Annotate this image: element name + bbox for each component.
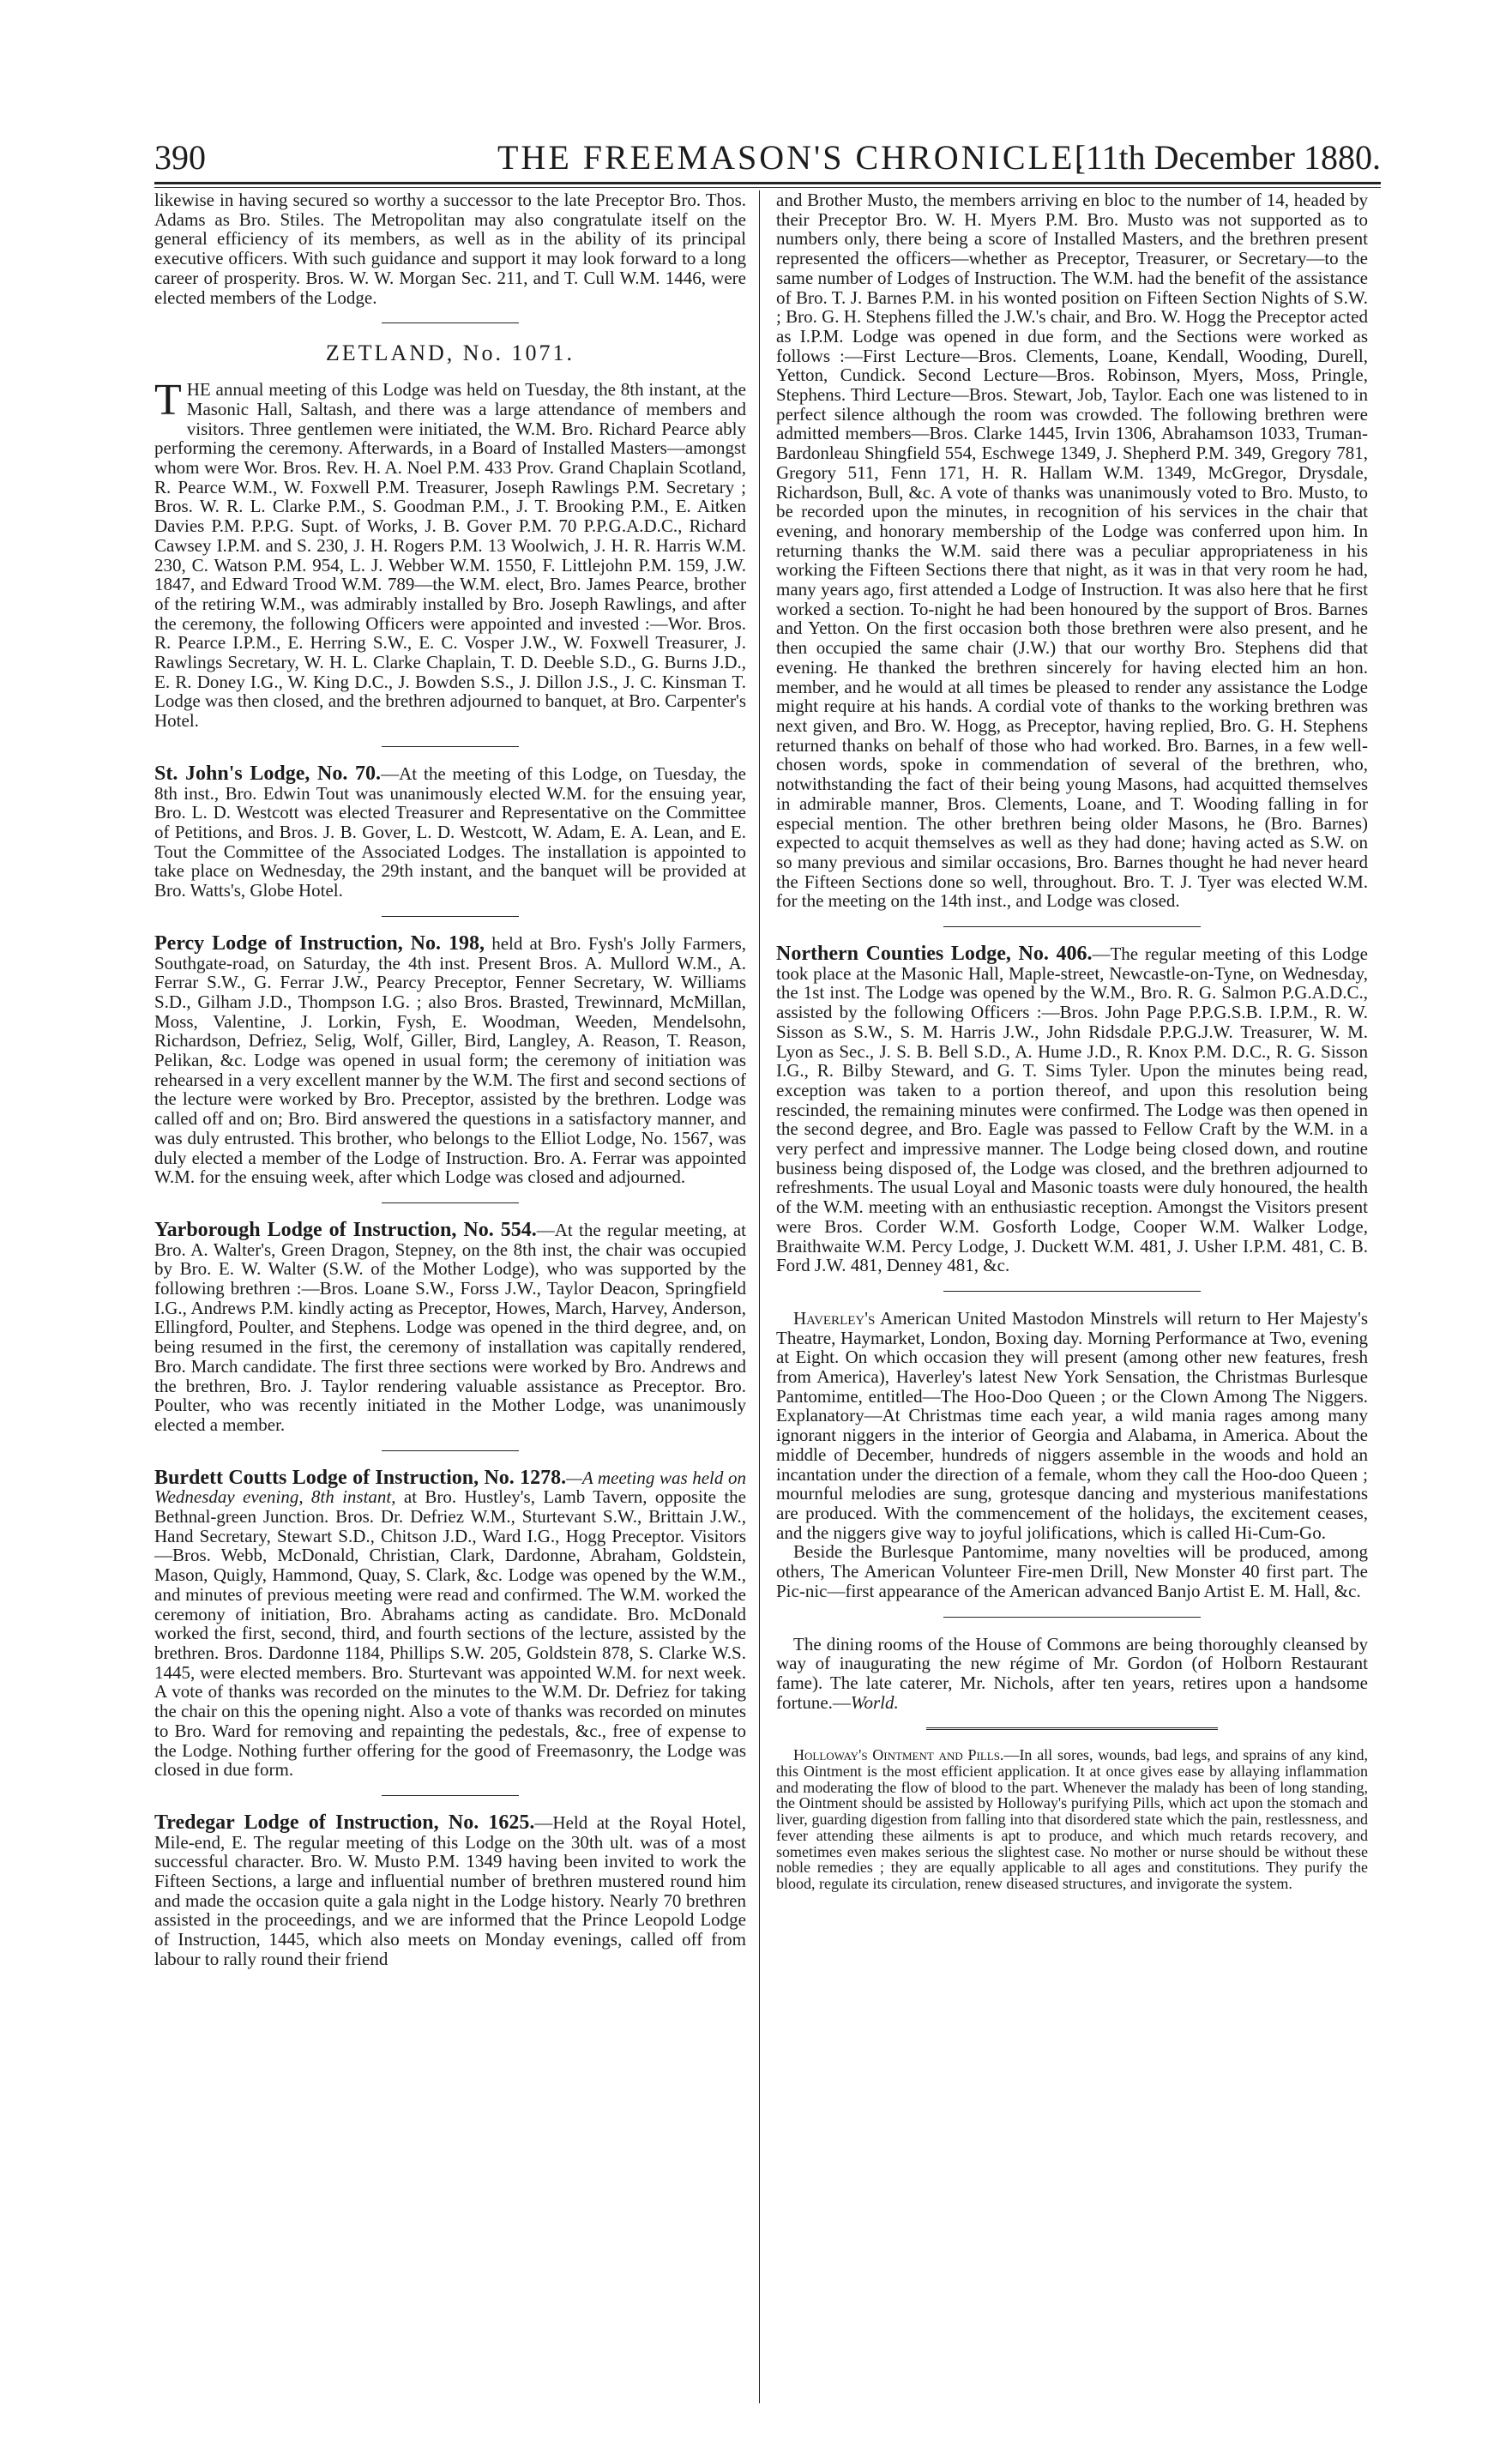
tredegar-heading: Tredegar Lodge of Instruction, No. 1625. bbox=[154, 1811, 535, 1834]
st-johns-heading: St. John's Lodge, No. 70. bbox=[154, 762, 382, 785]
burdett-text-rest: at Bro. Hustley's, Lamb Tavern, opposite the Bethnal-green Junction. Bros. Dr. Defriez W.M., Sturtevant S.W., Brittain J.W., Hand Secretary, Stewart S.D., Chitson J.D., Ward I.G., Hogg Preceptor. Visitors—Bros. Webb, McDonald, Christian, Clark, Dardonne, Abraham, Goldstein, Mason, Quigly, Hammond, Quay, S. Clark, &c. Lodge was opened by the W.M., and minutes of previous meeting were read and confirmed. The W.M. worked the ceremony of initiation, Bro. Abrahams acting as candidate. Bro. McDonald worked the first, second, third, and fourth sections of the lecture, assisted by the brethren. Bros. Dardonne 1184, Phillips S.W. 205, Goldstein 878, S. Clarke W.S. 1445, were elected members. Bro. Sturtevant was appointed W.M. for next week. A vote of thanks was recorded on the minutes to the W.M. Dr. Defriez for taking the chair on this the opening night. Also a vote of thanks was recorded on minutes to Bro. Ward for removing and repainting the pedestals, &c., free of expense to the Lodge. Nothing further offering for the good of Freemasonry, the Lodge was closed in due form. bbox=[154, 1486, 746, 1781]
haverley-text: American United Mastodon Minstrels will return to Her Majesty's Theatre, Haymarket, London, Boxing day. Morning Performance at Two, evening at Eight. On which occasion they will present (among other new features, fresh from America), Haverley's latest New York Sensation, the Christmas Burlesque Pantomime, entitled—The Hoo-Doo Queen ; or the Clown Among The Niggers. Explanatory—At Christmas time each year, a wild mania rages among many ignorant niggers in the interior of Georgia and Alabama, in America. About the middle of December, hundreds of niggers assemble in the woods and hold an incantation under the direction of a female, whom they call the Hoo-doo Queen ; mournful melodies are sung, grotesque dancing and mysterious manifestations are produced. With the commencement of the holidays, the excitement ceases, and the niggers give way to joyful jolifications, which is called Hi-Cum-Go. bbox=[776, 1307, 1368, 1543]
left-column bbox=[154, 190, 746, 2403]
tredegar-paragraph bbox=[154, 1813, 746, 1969]
zetland-heading: ZETLAND, No. 1071. bbox=[325, 341, 575, 366]
st-johns-paragraph bbox=[154, 764, 746, 901]
yarborough-heading: Yarborough Lodge of Instruction, No. 554. bbox=[154, 1218, 537, 1241]
tredegar-continued: and Brother Musto, the members arriving en bloc to the number of 14, headed by their Preceptor Bro. W. H. Myers P.M. Bro. Musto was not supported as to numbers only, there being a score of Installed Masters, and the brethren present represented the officers—whether as Preceptor, Treasurer, or Secretary—to the same number of Lodges of Instruction. The W.M. had the benefit of the assistance of Bro. T. J. Barnes P.M. in his wonted position on Fifteen Section Nights of S.W. ; Bro. G. H. Stephens filled the J.W.'s chair, and Bro. W. Hogg the Preceptor acted as I.P.M. Lodge was opened in due form, and the Sections were worked as follows :—First Lecture—Bros. Clements, Loane, Kendall, Wooding, Durell, Yetton, Cundick. Second Lecture—Bros. Robinson, Myers, Moss, Pringle, Stephens. Third Lecture—Bros. Stewart, Job, Taylor. Each one was listened to in perfect silence although the room was crowded. The following brethren were admitted members—Bros. Clarke 1445, Irvin 1306, Abrahamson 1033, Truman-Bardonleau Shingfield 554, Eschwege 1349, J. Shepherd P.M. 349, Gregory 781, Gregory 511, Fenn 171, H. R. Hallam W.M. 1349, McGregor, Drysdale, Richardson, Bull, &c. A vote of thanks was unanimously voted to Bro. Musto, to be recorded upon the minutes, in recognition of his services in the chair that evening, and honorary membership of the Lodge was conferred upon him. In returning thanks the W.M. said there was a peculiar appropriateness in his working the Fifteen Sections there that night, as it was in that very room he had, many years ago, first attended a Lodge of Instruction. It was also here that he first worked a section. To-night he had been honoured by the support of Bros. Barnes and Yetton. On the first occasion both those brethren were also present, and he then occupied the same chair (J.W.) that our worthy Bro. Stephens did that evening. He thanked the brethren sincerely for having elected him an hon. member, and he would at all times be pleased to render any assistance the Lodge might require at his hands. A cordial vote of thanks to the working brethren was next given, and Bro. W. Hogg, as Preceptor, having replied, Bro. G. H. Stephens returned thanks on behalf of those who had worked. Bro. Barnes, in a few well-chosen words, spoke in commendation of several of the brethren, who, notwithstanding the fact of their being young Masons, had acquitted themselves in admirable manner, Bros. Clements, Loane, and T. Wooding falling in for especial mention. The other brethren being older Masons, he (Bro. Barnes) expected to acquit themselves as well as they had done; having acted as S.W. on so many previous and similar occasions, Bro. Barnes thought he had never heard the Fifteen Sections done so well, throughout. Bro. T. J. Tyer was elected W.M. for the meeting on the 14th inst., and Lodge was closed. bbox=[776, 190, 1368, 912]
dining-rooms-paragraph bbox=[776, 1635, 1368, 1713]
percy-text: held at Bro. Fysh's Jolly Farmers, Southgate-road, on Saturday, the 4th inst. Present Bros. A. Mullord W.M., A. Ferrar S.W., G. Ferrar J.W., Pearcy Preceptor, Fenner Secretary, W. Williams S.D., Gilham J.D., Thompson I.G. ; also Bros. Brasted, Trewinnard, McMillan, Moss, Valentine, J. Lorkin, Fysh, E. Woodman, Weeden, Mendelsohn, Richardson, Defriez, Selig, Wolf, Giller, Bird, Langley, A. Reason, T. Reason, Pelikan, &c. Lodge was opened in usual form; the ceremony of initiation was rehearsed in a very excellent manner by the W.M. The first and second sections of the lecture were worked by Bro. Preceptor, assisted by the brethren. Lodge was called off and on; Bro. Bird answered the questions in a satisfactory manner, and was duly entrusted. This brother, who belongs to the Elliot Lodge, No. 1567, was duly elected a member of the Lodge of Instruction. Bro. A. Ferrar was appointed W.M. for the ensuing week, after which Lodge was closed and adjourned. bbox=[154, 932, 746, 1188]
section-separator bbox=[382, 916, 519, 917]
page-number: 390 bbox=[154, 138, 206, 177]
column-divider bbox=[759, 190, 760, 2403]
right-column bbox=[776, 190, 1368, 2403]
section-separator bbox=[382, 322, 519, 323]
burlesque-paragraph: Beside the Burlesque Pantomime, many novelties will be produced, among others, The American Volunteer Fire-men Drill, New Monster 40 first part. The Pic-nic—first appearance of the American advanced Banjo Artist E. M. Hall, &c. bbox=[776, 1541, 1368, 1601]
section-separator bbox=[943, 1291, 1201, 1292]
dining-rooms-source: World. bbox=[850, 1691, 899, 1713]
section-separator bbox=[943, 926, 1201, 927]
northern-counties-paragraph bbox=[776, 944, 1368, 1275]
yarborough-paragraph bbox=[154, 1220, 746, 1435]
issue-date: [11th December 1880. bbox=[1074, 138, 1381, 177]
publication-title: THE FREEMASON'S CHRONICLE. bbox=[497, 138, 1087, 177]
burdett-text: —A meeting was held on Wednesday evening, 8th instant, bbox=[154, 1467, 746, 1508]
percy-paragraph bbox=[154, 931, 746, 1188]
header-rule bbox=[154, 182, 1381, 184]
yarborough-text: —At the regular meeting, at Bro. A. Walter's, Green Dragon, Stepney, on the 8th inst, the chair was occupied by Bro. E. W. Walter (S.W. of the Mother Lodge), who was supported by the following brethren :—Bros. Loane S.W., Forss J.W., Taylor Deacon, Springfield I.G., Andrews P.M. kindly acting as Preceptor, Howes, March, Harvey, Anderson, Ellingford, Poulter, and Stephens. Lodge was opened in the third degree, and, on being resumed in the first, the ceremony of installation was capitally rendered, Bro. March candidate. The first three sections were worked by Bro. Andrews and the brethren, Bro. J. Taylor rendering valuable assistance as Preceptor. Bro. Poulter, who was recently initiated in the Mother Lodge, was unanimously elected a member. bbox=[154, 1219, 746, 1435]
masthead bbox=[154, 137, 1381, 180]
st-johns-text: —At the meeting of this Lodge, on Tuesday, the 8th inst., Bro. Edwin Tout was unanimously elected W.M. for the ensuing year, Bro. L. D. Westcott was elected Treasurer and Representative on the Committee of Petitions, and Bros. J. B. Gover, L. D. Westcott, W. Adam, E. A. Lean, and E. Tout the Committee of the Associated Lodges. The installation is appointed to take place on Wednesday, the 29th instant, and the banquet will be provided at Bro. Watts's, Globe Hotel. bbox=[154, 762, 746, 901]
haverley-paragraph bbox=[776, 1309, 1368, 1542]
dining-rooms-text: The dining rooms of the House of Commons are being thoroughly cleansed by way of inaugurating the new régime of Mr. Gordon (of Holborn Restaurant fame). The late caterer, Mr. Nichols, after ten years, retires upon a handsome fortune.— bbox=[776, 1633, 1368, 1713]
section-separator bbox=[382, 1450, 519, 1451]
section-separator bbox=[382, 746, 519, 747]
tredegar-text: —Held at the Royal Hotel, Mile-end, E. The regular meeting of this Lodge on the 30th ult. was of a most successful character. Bro. W. Musto P.M. 1349 having been invited to work the Fifteen Sections, a large and influential number of brethren mustered round him and made the occasion quite a gala night in the Lodge history. Nearly 70 brethren assisted in the proceedings, and we are informed that the Prince Leopold Lodge of Instruction, 1445, which also meets on Monday evenings, called off from labour to rally round their friend bbox=[154, 1811, 746, 1969]
holloway-heading: Holloway's Ointment and Pills. bbox=[793, 1746, 1004, 1764]
northern-counties-text: —The regular meeting of this Lodge took place at the Masonic Hall, Maple-street, Newcastle-on-Tyne, on Wednesday, the 1st inst. The Lodge was opened by the W.M., Bro. R. G. Salmon P.G.A.D.C., assisted by the following Officers :—Bros. John Page P.P.G.S.B. I.P.M., R. W. Sisson as S.W., S. M. Harris J.W., John Ridsdale P.P.G.J.W. Treasurer, W. M. Lyon as Sec., J. S. B. Bell S.D., A. Hume J.D., R. Knox P.M. D.C., R. G. Sisson I.G., R. Bilby Steward, and G. T. Sims Tyler. Upon the minutes being read, exception was taken to a portion thereof, and upon this resolution being rescinded, the remaining minutes were confirmed. The Lodge was then opened in the second degree, and Bro. Eagle was passed to Fellow Craft by the W.M. in a very perfect and impressive manner. The Lodge being closed down, and routine business being disposed of, the Lodge was closed, and the brethren adjourned to refreshments. The usual Loyal and Masonic toasts were duly honoured, the health of the W.M. meeting with an enthusiastic reception. Amongst the Visitors present were Bros. Corder W.M. Gosforth Lodge, Cooper W.M. Walker Lodge, Braithwaite W.M. Percy Lodge, J. Duckett W.M. 481, J. Usher I.P.M. 481, C. B. Ford J.W. 481, Denney 481, &c. bbox=[776, 943, 1368, 1276]
northern-counties-heading: Northern Counties Lodge, No. 406. bbox=[776, 943, 1093, 966]
section-separator-double bbox=[926, 1727, 1218, 1730]
percy-heading: Percy Lodge of Instruction, No. 198, bbox=[154, 931, 485, 955]
drop-cap: T bbox=[154, 376, 182, 425]
holloway-text: —In all sores, wounds, bad legs, and sprains of any kind, this Ointment is the most efficient application. It at once gives ease by allaying inflammation and moderating the flow of blood to the part. Whenever the malady has been of long standing, the Ointment should be assisted by Holloway's purifying Pills, which act upon the stomach and liver, guarding digestion from falling into that disordered state which the pain, restlessness, and fever attending these ailments is apt to produce, and which much retards recovery, and sometimes even makes serious the slightest case. No mother or nurse should be without these noble remedies ; they are equally applicable to all ages and constitutions. They purify the blood, regulate its circulation, renew diseased structures, and invigorate the system. bbox=[776, 1746, 1368, 1892]
section-separator bbox=[382, 1202, 519, 1203]
section-separator bbox=[943, 1617, 1201, 1618]
burdett-paragraph bbox=[154, 1468, 746, 1780]
burdett-heading: Burdett Coutts Lodge of Instruction, No. 1278. bbox=[154, 1466, 567, 1489]
holloway-advert bbox=[776, 1747, 1368, 1891]
haverley-name: Haverley's bbox=[793, 1307, 876, 1329]
intro-paragraph: likewise in having secured so worthy a successor to the late Preceptor Bro. Thos. Adams as Bro. Stiles. The Metropolitan may also congratulate itself on the general efficiency of its members, as well as in the ability of its principal executive officers. With such guidance and support it may look forward to a long career of prosperity. Bros. W. W. Morgan Sec. 211, and T. Cull W.M. 1446, were elected members of the Lodge. bbox=[154, 190, 746, 308]
header-rule-thin bbox=[154, 187, 1381, 188]
section-separator bbox=[382, 1795, 519, 1796]
zetland-text: HE annual meeting of this Lodge was held on Tuesday, the 8th instant, at the Masonic Hall, Saltash, and there was a large attendance of members and visitors. Three gentlemen were initiated, the W.M. Bro. Richard Pearce ably performing the ceremony. Afterwards, in a Board of Installed Masters—amongst whom were Wor. Bros. Rev. H. A. Noel P.M. 433 Prov. Grand Chaplain Scotland, R. Pearce W.M., W. Foxwell P.M. Treasurer, Joseph Rawlings P.M. Secretary ; Bros. W. R. L. Clarke P.M., S. Goodman P.M., J. T. Brooking P.M., E. Aitken Davies P.M. P.P.G. Supt. of Works, J. B. Gover P.M. 70 P.P.G.A.D.C., Richard Cawsey I.P.M. and S. 230, J. H. Rogers P.M. 13 Woolwich, J. H. R. Harris W.M. 230, C. Watson P.M. 954, L. J. Webber W.M. 1550, F. Littlejohn P.M. 159, J.W. 1847, and Edward Trood W.M. 789—the W.M. elect, Bro. James Pearce, brother of the retiring W.M., was admirably installed by Bro. Joseph Rawlings, and after the ceremony, the following Officers were appointed and invested :—Wor. Bros. R. Pearce I.P.M., E. Herring S.W., E. C. Vosper J.W., W. Foxwell Treasurer, J. Rawlings Secretary, W. H. L. Clarke Chaplain, T. D. Deeble S.D., G. Burns J.D., E. R. Doney I.G., W. King D.C., J. Bowden S.S., J. Dillon J.S., J. C. Kinsman T. Lodge was then closed, and the brethren adjourned to banquet, at Bro. Carpenter's Hotel. bbox=[154, 379, 746, 732]
zetland-body bbox=[154, 376, 746, 732]
